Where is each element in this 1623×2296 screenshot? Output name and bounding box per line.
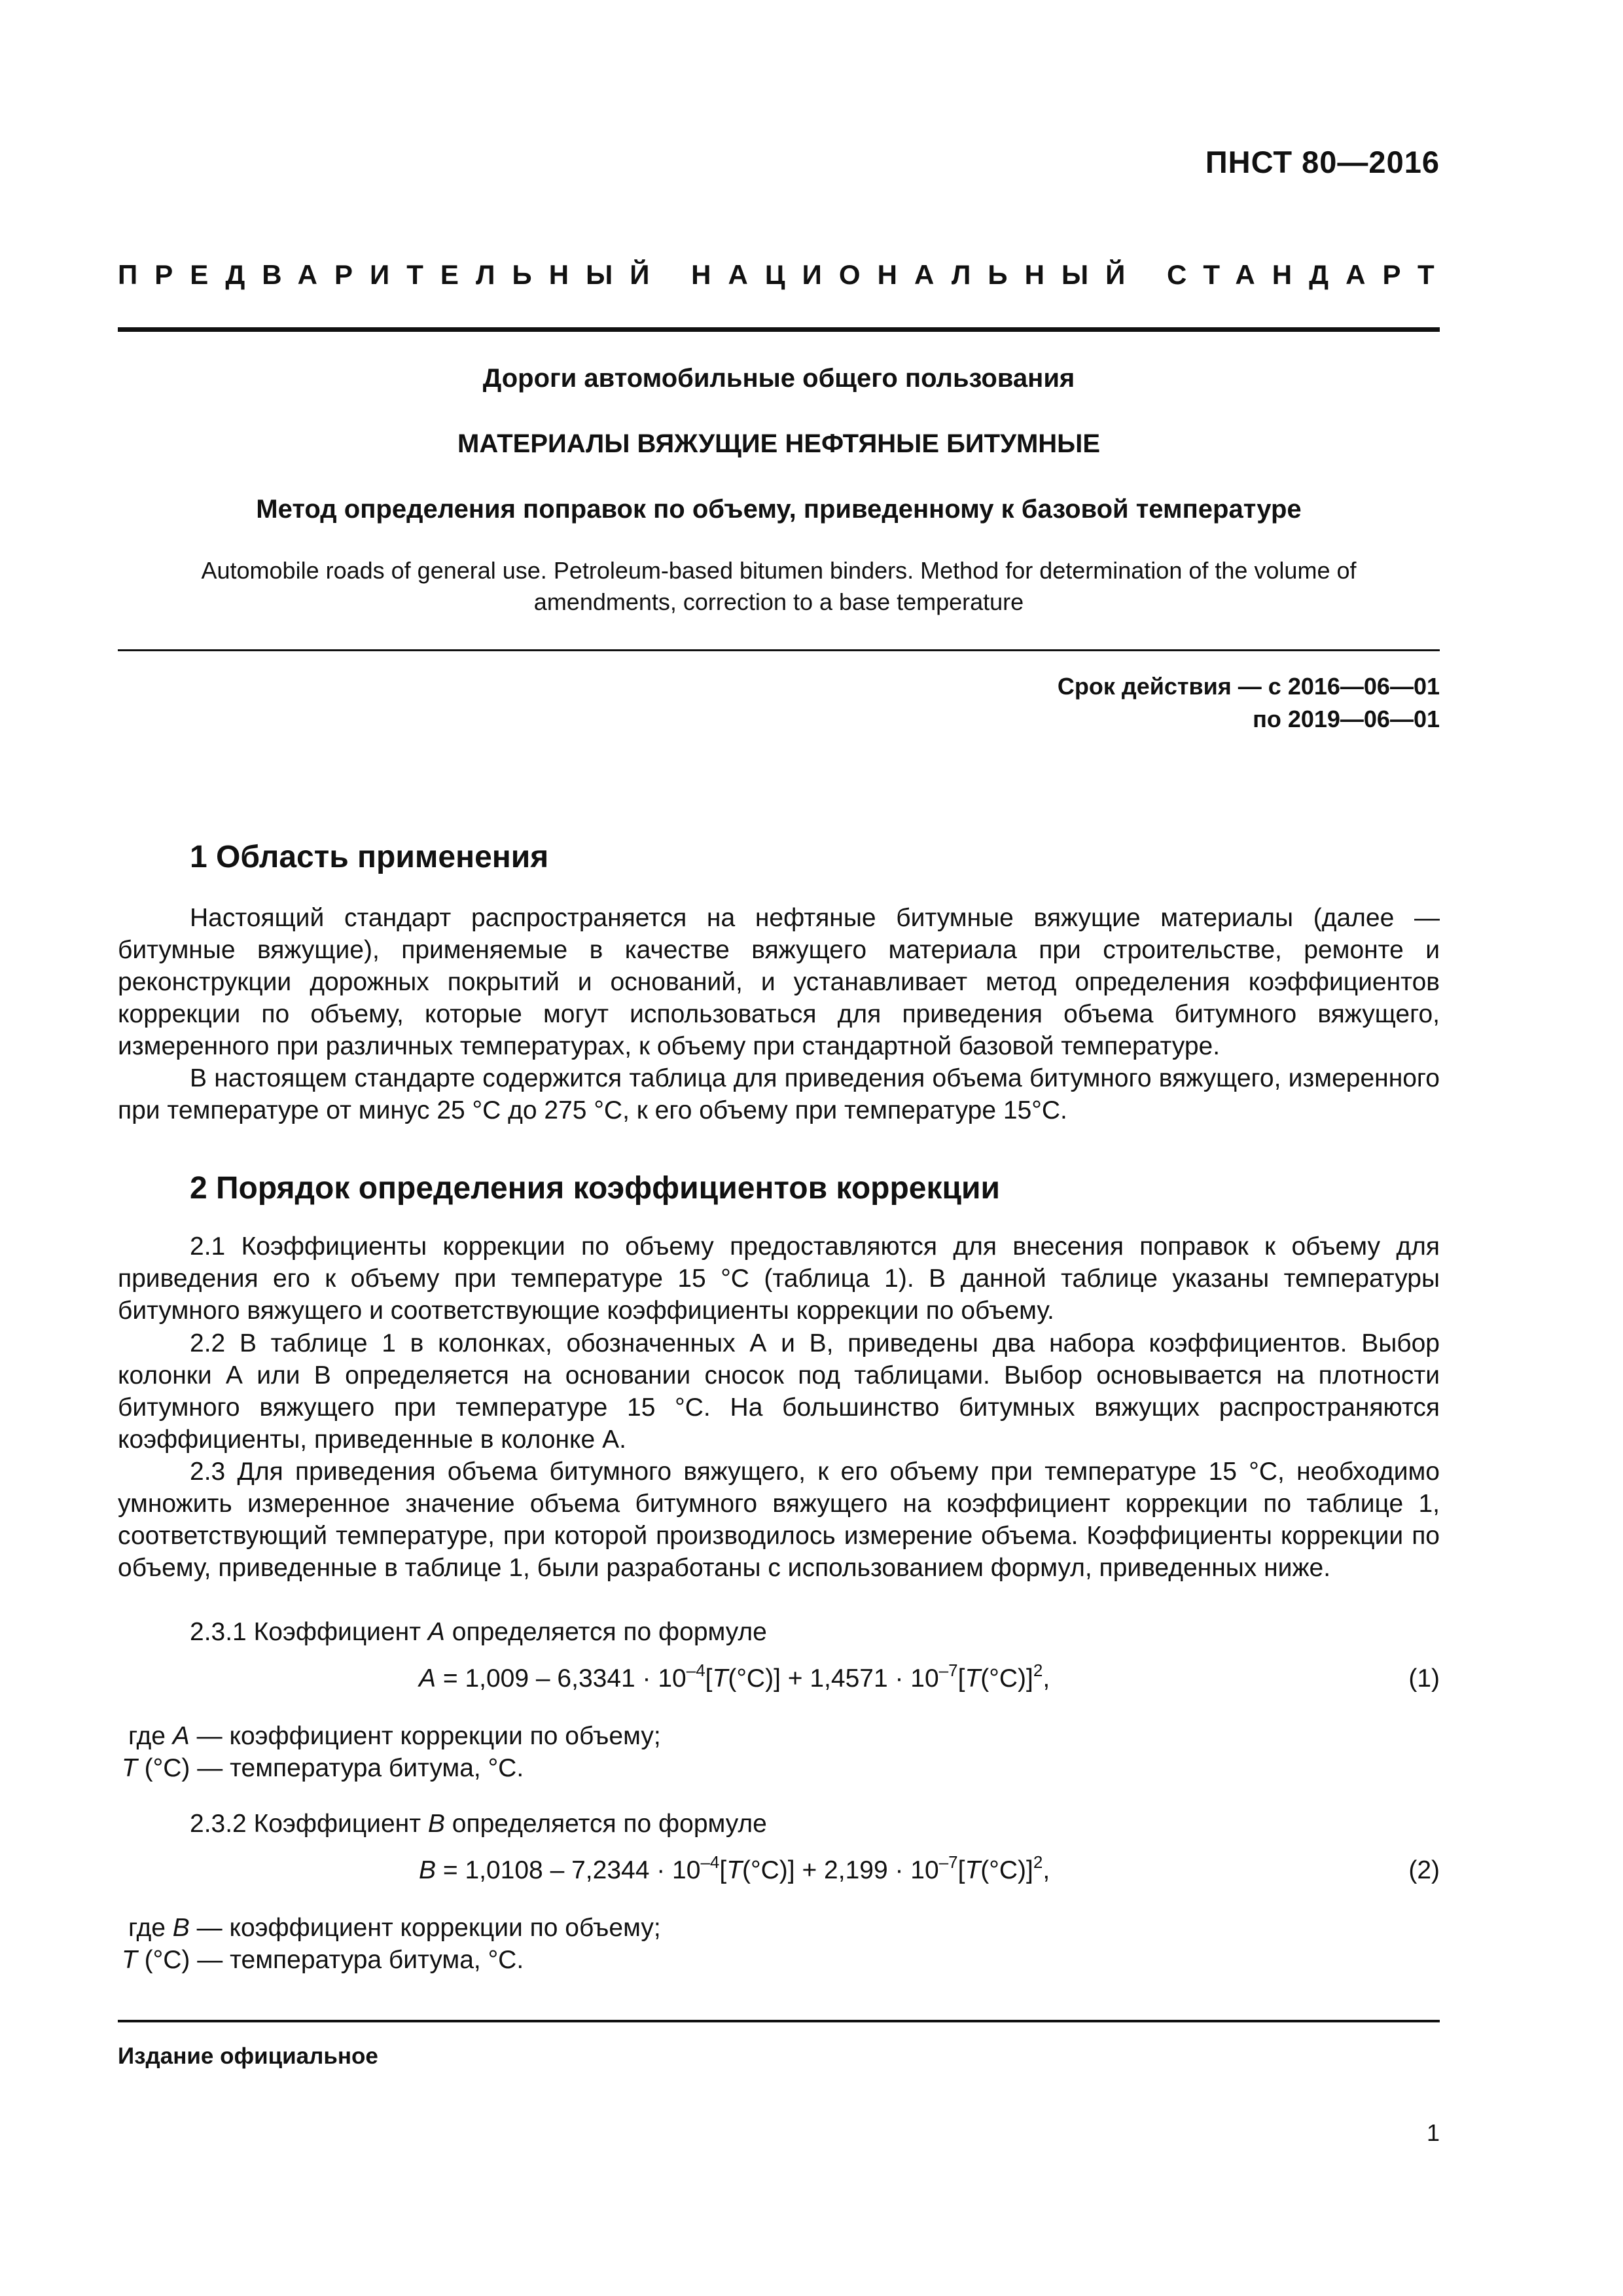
clause-2-3-1-prefix: 2.3.1 Коэффициент bbox=[190, 1618, 421, 1646]
formula-1 bbox=[118, 1662, 1440, 1695]
clause-2-2: 2.2 В таблице 1 в колонках, обозначенных А и В, приведены два набора коэффициентов. Выбор колонки А или В определяется на основании сносок под таблицами. Выбор основывается на плотности битумного вяжущего при температуре 15 °С. На большинство битумных вяжущих распространяются коэффициенты, приведенные в колонке А. bbox=[118, 1329, 1440, 1454]
clause-2-3-1-suffix: определяется по формуле bbox=[452, 1618, 767, 1646]
english-title: Automobile roads of general use. Petroleum-based bitumen binders. Method for determination of the volume of amendments, correction to a base temperature bbox=[201, 557, 1357, 615]
formula-2 bbox=[118, 1854, 1440, 1887]
clause-2-1: 2.1 Коэффициенты коррекции по объему предоставляются для внесения поправок к объему для приведения его к объему при температуре 15 °С (таблица 1). В данной таблице указаны температуры битумного вяжущего и соответствующие коэффициенты коррекции по объему. bbox=[118, 1232, 1440, 1325]
document-code: ПНСТ 80—2016 bbox=[1205, 145, 1440, 179]
section-1-paragraph-1: Настоящий стандарт распространяется на нефтяные битумные вяжущие материалы (далее — битумные вяжущие), применяемые в качестве вяжущего материала при строительстве, ремонте и реконструкции дорожных покрытий и оснований, и устанавливает метод определения коэффициентов коррекции по объему, которые могут использоваться для приведения объема битумного вяжущего, измеренного при различных температурах, к объему при стандартной базовой температуре. bbox=[118, 904, 1440, 1060]
standard-type-heading: ПРЕДВАРИТЕЛЬНЫЙ НАЦИОНАЛЬНЫЙ СТАНДАРТ bbox=[118, 259, 1452, 290]
validity-from: Срок действия — с 2016—06—01 bbox=[1057, 673, 1440, 700]
formula-1-where-t: Т (°С) — температура битума, °С. bbox=[122, 1754, 524, 1782]
clause-2-3-2 bbox=[118, 1808, 1440, 1840]
clause-2-3-2-suffix: определяется по формуле bbox=[452, 1810, 767, 1838]
section-1-heading: 1 Область применения bbox=[190, 840, 549, 874]
clause-2-3: 2.3 Для приведения объема битумного вяжущего, к его объему при температуре 15 °С, необходимо умножить измеренное значение объема битумного вяжущего на коэффициент коррекции по таблице 1, соответствующий температуре, при которой производилось измерение объема. Коэффициенты коррекции по объему, приведенные в таблице 1, были разработаны с использованием формул, приведенных ниже. bbox=[118, 1458, 1440, 1582]
formula-2-where-b: где В — коэффициент коррекции по объему; bbox=[128, 1914, 661, 1942]
formula-1-expression: $А = 1,009 - 6,3341 \cdot 10^{-4}[Т(^\circ C)] + 1,4571 \cdot 10^{-7}[Т(^\circ C)]^2$, bbox=[419, 1660, 1050, 1693]
formula-2-expression: $В = 1,0108 - 7,2344 \cdot 10^{-4}[Т(^\circ С)] + 2,199 \cdot 10^{-7}[Т(^\circ С)]^2$, bbox=[419, 1852, 1050, 1884]
validity-dates bbox=[1058, 670, 1440, 736]
title-line-2: МАТЕРИАЛЫ ВЯЖУЩИЕ НЕФТЯНЫЕ БИТУМНЫЕ bbox=[457, 429, 1100, 458]
title-line-3: Метод определения поправок по объему, приведенному к базовой температуре bbox=[256, 495, 1302, 524]
coefficient-a-symbol: А bbox=[427, 1618, 445, 1646]
coefficient-b-symbol: В bbox=[427, 1810, 445, 1838]
formula-1-number: (1) bbox=[1408, 1664, 1440, 1693]
clause-2-3-1 bbox=[118, 1616, 1440, 1648]
formula-1-where-a: где А — коэффициент коррекции по объему; bbox=[128, 1722, 661, 1750]
section-1-paragraph-2: В настоящем стандарте содержится таблица для приведения объема битумного вяжущего, измеренного при температуре от минус 25 °С до 275 °С, к его объему при температуре 15°С. bbox=[118, 1064, 1440, 1124]
footer-rule bbox=[118, 2020, 1440, 2022]
formula-2-number: (2) bbox=[1408, 1856, 1440, 1884]
title-rule bbox=[118, 649, 1440, 651]
clause-2-3-2-prefix: 2.3.2 Коэффициент bbox=[190, 1810, 421, 1838]
title-line-1: Дороги автомобильные общего пользования bbox=[482, 364, 1075, 393]
page-number: 1 bbox=[1426, 2119, 1440, 2146]
official-edition-label: Издание официальное bbox=[118, 2043, 378, 2069]
formula-2-where-t: Т (°С) — температура битума, °С. bbox=[122, 1946, 524, 1974]
validity-to: по 2019—06—01 bbox=[1253, 706, 1440, 732]
section-2-heading: 2 Порядок определения коэффициентов коррекции bbox=[190, 1171, 1001, 1206]
header-rule bbox=[118, 327, 1440, 332]
